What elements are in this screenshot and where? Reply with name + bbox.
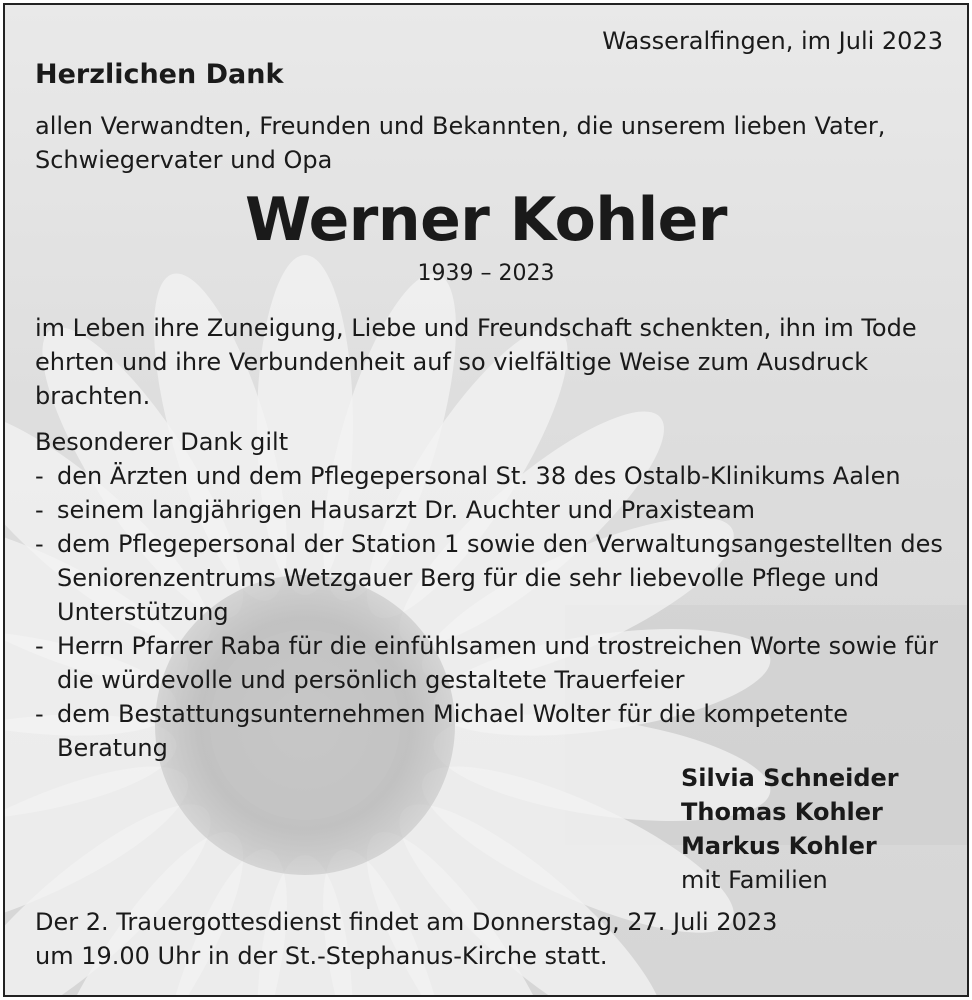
thanks-heading: Besonderer Dank gilt <box>35 428 289 456</box>
heading: Herzlichen Dank <box>35 59 284 90</box>
signer-name: Silvia Schneider <box>681 764 899 792</box>
service-info <box>35 905 935 973</box>
signer-name: Markus Kohler <box>681 832 877 860</box>
intro-text: allen Verwandten, Freunden und Bekannten, die unserem lieben Vater, Schwiegervater und Opa <box>35 112 886 174</box>
list-item: - seinem langjährigen Hausarzt Dr. Auchter und Praxisteam <box>35 493 955 527</box>
signer-name: Thomas Kohler <box>681 798 883 826</box>
obituary-card <box>3 3 969 997</box>
list-item: - den Ärzten und dem Pflegepersonal St. 38 des Ostalb-Klinikums Aalen <box>35 459 955 493</box>
life-years: 1939 – 2023 <box>417 261 555 286</box>
dash-marker: - <box>35 530 44 558</box>
dash-marker: - <box>35 632 44 660</box>
service-line: um 19.00 Uhr in der St.-Stephanus-Kirche statt. <box>35 942 608 970</box>
thanks-list <box>35 459 955 765</box>
list-item: - dem Pflegepersonal der Station 1 sowie den Verwaltungsangestellten des Seniorenzentrums Wetzgauer Berg für die sehr liebevolle Pflege und Unterstützung <box>35 527 955 629</box>
service-line: Der 2. Trauergottesdienst findet am Donnerstag, 27. Juli 2023 <box>35 908 778 936</box>
dash-marker: - <box>35 700 44 728</box>
body-text: im Leben ihre Zuneigung, Liebe und Freundschaft schenkten, ihn im Tode ehrten und ihre Verbundenheit auf so vielfältige Weise zum Ausdruck brachten. <box>35 314 917 410</box>
dateline: Wasseralfingen, im Juli 2023 <box>602 27 943 55</box>
dash-marker: - <box>35 462 44 490</box>
dash-marker: - <box>35 496 44 524</box>
list-item: - dem Bestattungsunternehmen Michael Wolter für die kompetente Beratung <box>35 697 955 765</box>
signers-suffix: mit Familien <box>681 866 828 894</box>
deceased-name: Werner Kohler <box>245 185 727 255</box>
signers-block <box>681 761 899 897</box>
list-item: - Herrn Pfarrer Raba für die einfühlsamen und trostreichen Worte sowie für die würdevolle und persönlich gestaltete Trauerfeier <box>35 629 955 697</box>
